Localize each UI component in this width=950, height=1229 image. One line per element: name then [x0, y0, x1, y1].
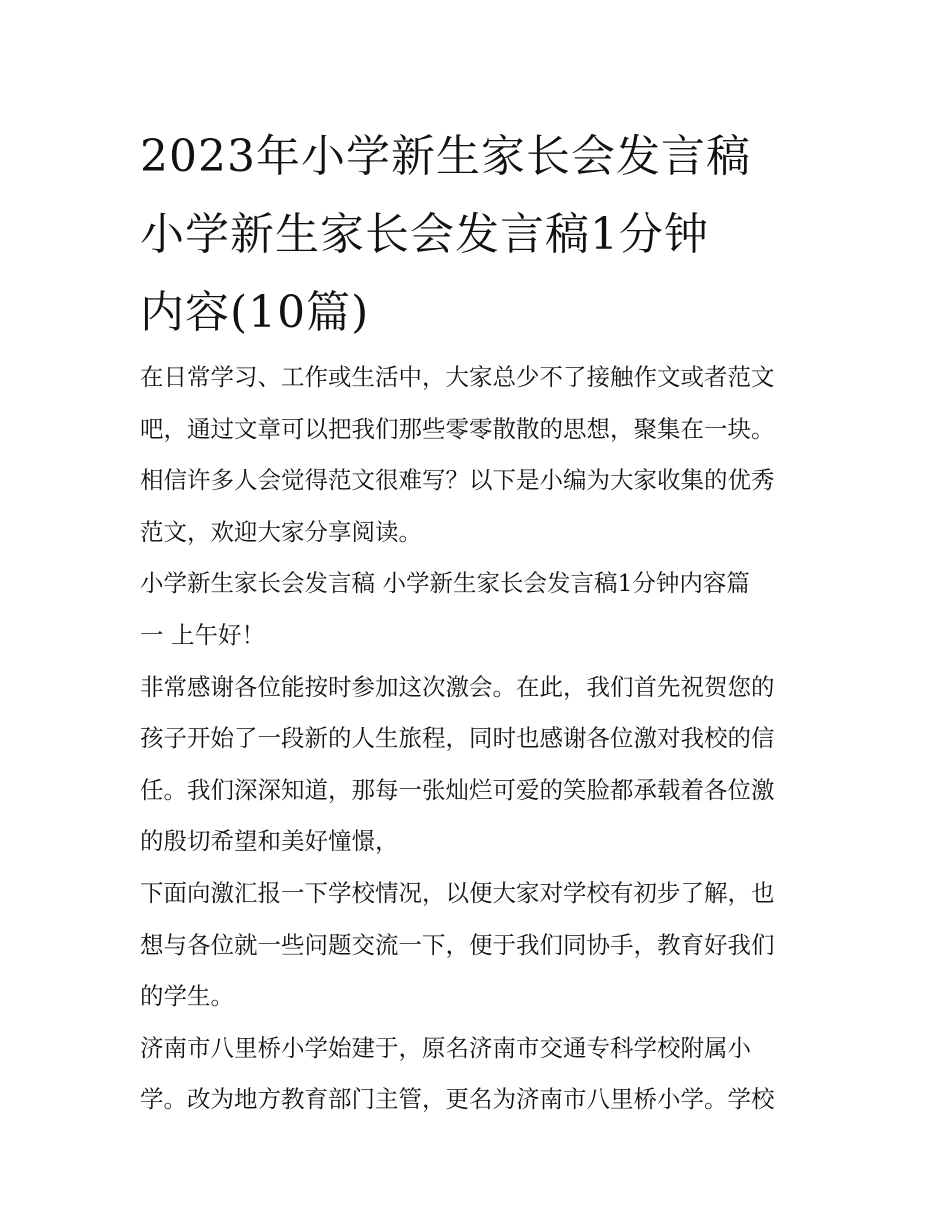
body-line: 的学生。 [140, 982, 234, 1011]
body-line: 吧，通过文章可以把我们那些零零散散的思想，聚集在一块。 [140, 414, 775, 443]
body-line: 想与各位就一些问题交流一下，便于我们同协手，教育好我们 [140, 930, 775, 959]
body-line: 一 上午好！ [140, 620, 265, 649]
body-line: 范文，欢迎大家分享阅读。 [140, 517, 422, 546]
body-line: 任。我们深深知道，那每一张灿烂可爱的笑脸都承载着各位激 [140, 775, 775, 804]
body-line: 的殷切希望和美好憧憬， [140, 827, 399, 856]
body-line: 小学新生家长会发言稿 小学新生家长会发言稿1分钟内容篇 [140, 569, 750, 598]
title-line: 小学新生家长会发言稿1分钟 [140, 209, 709, 260]
document-body [140, 352, 820, 1126]
title-line: 2023年小学新生家长会发言稿 [140, 131, 751, 182]
body-line: 下面向激汇报一下学校情况，以便大家对学校有初步了解，也 [140, 878, 775, 907]
body-line: 在日常学习、工作或生活中，大家总少不了接触作文或者范文 [140, 363, 775, 391]
title-line: 内容(10篇) [140, 287, 370, 338]
document-title [140, 118, 820, 352]
body-line: 孩子开始了一段新的人生旅程，同时也感谢各位激对我校的信 [140, 724, 775, 753]
body-line: 济南市八里桥小学始建于，原名济南市交通专科学校附属小 [140, 1033, 751, 1062]
body-line: 非常感谢各位能按时参加这次激会。在此，我们首先祝贺您的 [140, 672, 775, 701]
body-line: 相信许多人会觉得范文很难写？以下是小编为大家收集的优秀 [140, 466, 775, 495]
body-line: 学。改为地方教育部门主管，更名为济南市八里桥小学。学校 [140, 1085, 775, 1114]
